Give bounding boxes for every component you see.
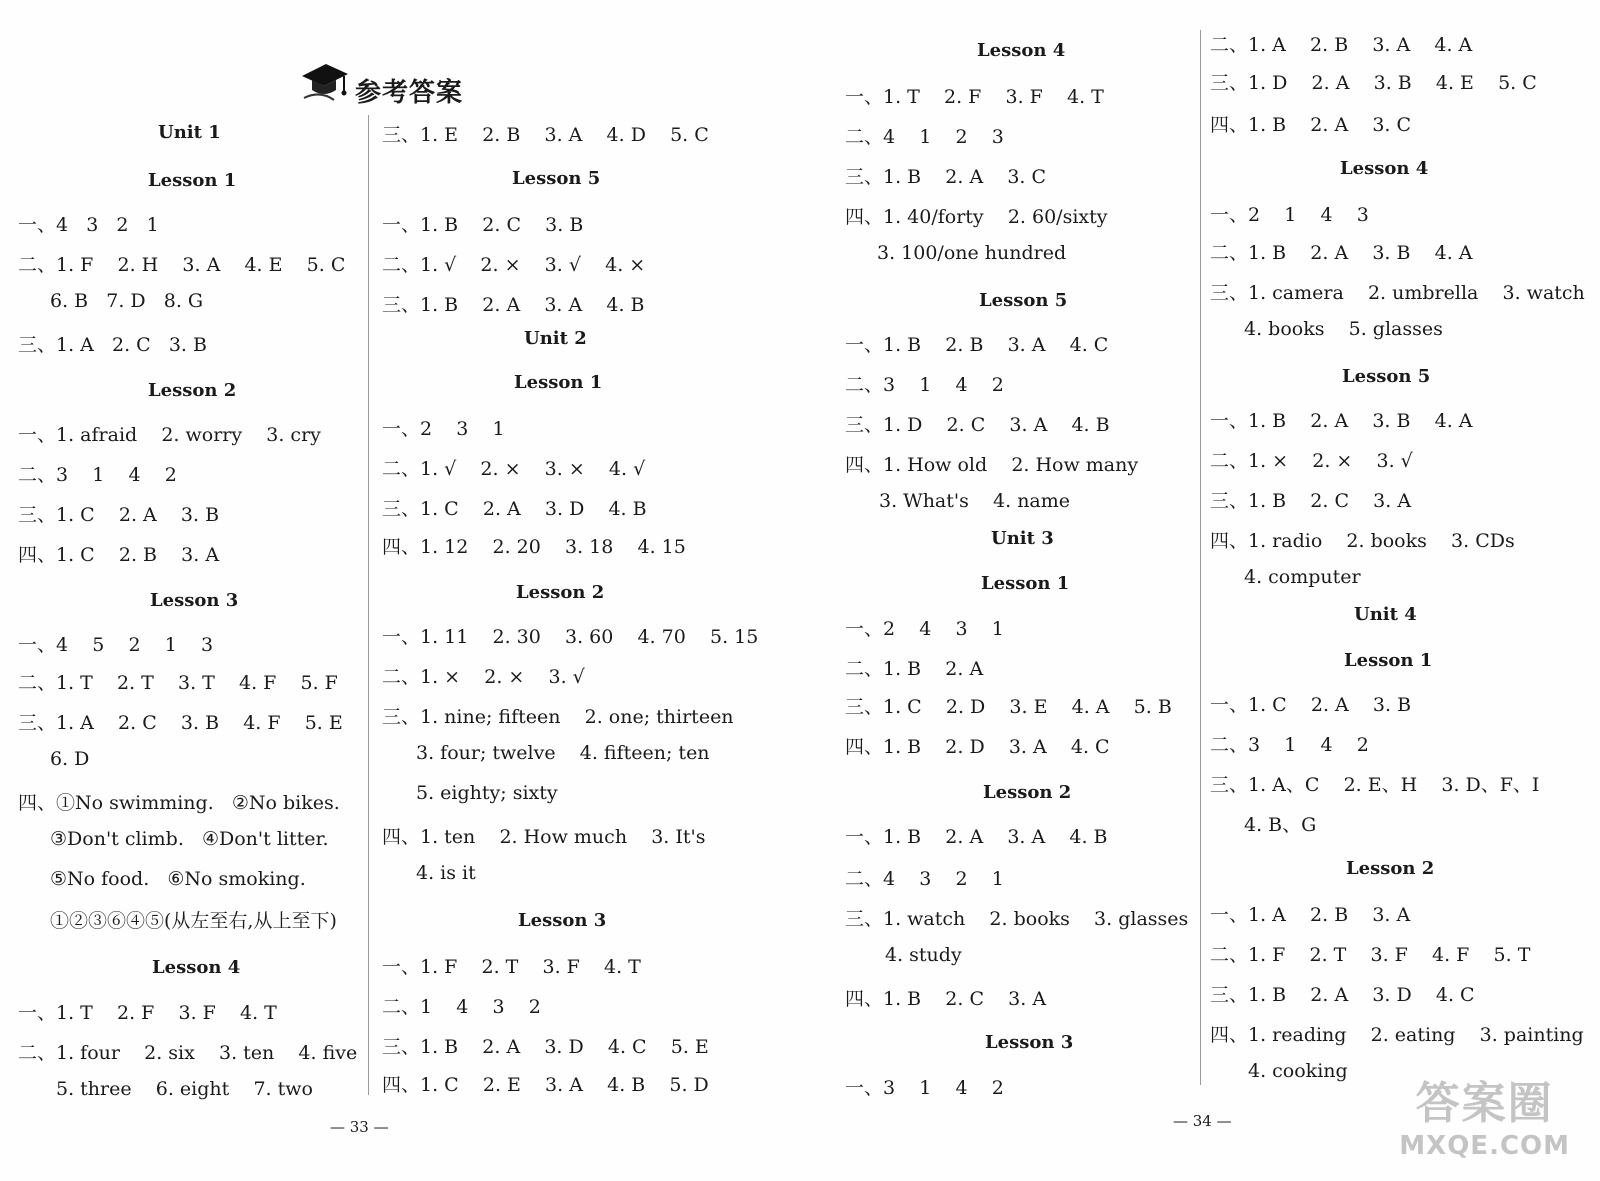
section-heading: Lesson 2	[983, 782, 1072, 803]
section-heading: Lesson 1	[1344, 650, 1433, 671]
section-heading: Unit 3	[991, 528, 1054, 549]
answer-line: 二、1. four 2. six 3. ten 4. five	[18, 1042, 358, 1064]
watermark-line1: 答案圈	[1415, 1078, 1554, 1129]
answer-line: 三、1. watch 2. books 3. glasses	[845, 908, 1189, 930]
answer-line: 4. is it	[416, 862, 476, 884]
answer-line: 二、4 3 2 1	[845, 868, 1004, 890]
answer-line: 4. study	[885, 944, 962, 966]
answer-line: 二、1 4 3 2	[382, 996, 541, 1018]
answer-line: 6. B 7. D 8. G	[50, 290, 204, 312]
answer-line: ⑤No food. ⑥No smoking.	[50, 868, 306, 890]
answer-line: 二、3 1 4 2	[1210, 734, 1369, 756]
answer-line: 6. D	[50, 748, 90, 770]
answer-line: 四、1. C 2. B 3. A	[18, 544, 220, 566]
answer-line: 三、1. A 2. C 3. B	[18, 334, 207, 356]
answer-line: 四、1. 12 2. 20 3. 18 4. 15	[382, 536, 686, 558]
answer-line: 3. 100/one hundred	[877, 242, 1067, 264]
answer-line: 四、1. B 2. C 3. A	[845, 988, 1047, 1010]
answer-line: 二、1. × 2. × 3. √	[1210, 450, 1413, 472]
answer-line: 一、3 1 4 2	[845, 1077, 1004, 1099]
answer-line: 四、1. 40/forty 2. 60/sixty	[845, 206, 1108, 228]
section-heading: Lesson 5	[979, 290, 1068, 311]
answer-line: 4. computer	[1244, 566, 1361, 588]
answer-line: 三、1. B 2. A 3. C	[845, 166, 1047, 188]
answer-line: 一、1. C 2. A 3. B	[1210, 694, 1412, 716]
answer-line: 三、1. C 2. D 3. E 4. A 5. B	[845, 696, 1172, 718]
section-heading: Lesson 5	[1342, 366, 1431, 387]
answer-line: 三、1. B 2. A 3. A 4. B	[382, 294, 645, 316]
section-heading: Lesson 5	[512, 168, 601, 189]
answer-line: 4. B、G	[1244, 814, 1317, 836]
answer-line: 一、1. F 2. T 3. F 4. T	[382, 956, 641, 978]
answer-line: 一、2 4 3 1	[845, 618, 1004, 640]
section-heading: Unit 4	[1354, 604, 1417, 625]
answer-line: 一、2 3 1	[382, 418, 505, 440]
answer-line: 四、1. C 2. E 3. A 4. B 5. D	[382, 1074, 709, 1096]
answer-line: 3. four; twelve 4. fifteen; ten	[416, 742, 710, 764]
answer-line: 二、3 1 4 2	[845, 374, 1004, 396]
answer-line: 四、1. radio 2. books 3. CDs	[1210, 530, 1515, 552]
answer-line: 一、1. 11 2. 30 3. 60 4. 70 5. 15	[382, 626, 759, 648]
answer-line: 一、1. B 2. C 3. B	[382, 214, 584, 236]
answer-line: 三、1. C 2. A 3. B	[18, 504, 220, 526]
section-heading: Lesson 4	[1340, 158, 1429, 179]
page-number-right: — 34 —	[1173, 1112, 1232, 1130]
answer-line: 二、1. B 2. A	[845, 658, 984, 680]
answer-line: 一、1. A 2. B 3. A	[1210, 904, 1411, 926]
section-heading: Lesson 4	[152, 957, 241, 978]
answer-line: 一、1. B 2. A 3. A 4. B	[845, 826, 1108, 848]
column-divider-left	[368, 115, 369, 1095]
section-heading: Lesson 1	[514, 372, 603, 393]
answer-line: 四、①No swimming. ②No bikes.	[18, 792, 340, 814]
answer-line: ①②③⑥④⑤(从左至右,从上至下)	[50, 910, 337, 932]
answer-line: 三、1. B 2. C 3. A	[1210, 490, 1412, 512]
answer-line: 二、1. F 2. T 3. F 4. F 5. T	[1210, 944, 1531, 966]
section-heading: Lesson 3	[985, 1032, 1074, 1053]
answer-line: 二、1. √ 2. × 3. √ 4. ×	[382, 254, 646, 276]
answer-line: 一、1. afraid 2. worry 3. cry	[18, 424, 321, 446]
answer-line: 5. eighty; sixty	[416, 782, 558, 804]
answer-line: 四、1. How old 2. How many	[845, 454, 1139, 476]
answer-line: 一、1. B 2. A 3. B 4. A	[1210, 410, 1473, 432]
answer-line: 四、1. B 2. A 3. C	[1210, 114, 1412, 136]
answer-line: 二、1. T 2. T 3. T 4. F 5. F	[18, 672, 338, 694]
answer-line: 一、2 1 4 3	[1210, 204, 1369, 226]
answer-line: 三、1. D 2. C 3. A 4. B	[845, 414, 1110, 436]
section-heading: Lesson 3	[518, 910, 607, 931]
answer-line: 三、1. A 2. C 3. B 4. F 5. E	[18, 712, 343, 734]
section-heading: Lesson 4	[977, 40, 1066, 61]
answer-line: 四、1. B 2. D 3. A 4. C	[845, 736, 1110, 758]
section-heading: Unit 2	[524, 328, 587, 349]
section-heading: Lesson 3	[150, 590, 239, 611]
answer-line: 一、1. T 2. F 3. F 4. T	[18, 1002, 277, 1024]
answer-line: ③Don't climb. ④Don't litter.	[50, 828, 329, 850]
section-heading: Unit 1	[158, 122, 221, 143]
answer-line: 一、4 5 2 1 3	[18, 634, 214, 656]
column-divider-right	[1200, 30, 1201, 1085]
answer-line: 一、4 3 2 1	[18, 214, 159, 236]
section-heading: Lesson 2	[1346, 858, 1435, 879]
graduation-cap-icon	[300, 60, 350, 104]
answer-line: 二、1. B 2. A 3. B 4. A	[1210, 242, 1473, 264]
answer-line: 3. What's 4. name	[879, 490, 1071, 512]
answer-line: 二、1. √ 2. × 3. × 4. √	[382, 458, 646, 480]
page-title: 参考答案	[355, 78, 464, 108]
section-heading: Lesson 1	[148, 170, 237, 191]
section-heading: Lesson 2	[148, 380, 237, 401]
answer-line: 三、1. E 2. B 3. A 4. D 5. C	[382, 124, 709, 146]
answer-line: 二、1. × 2. × 3. √	[382, 666, 585, 688]
page-number-left: — 33 —	[330, 1118, 389, 1136]
answer-line: 一、1. T 2. F 3. F 4. T	[845, 86, 1104, 108]
watermark-line2: MXQE.COM	[1399, 1131, 1570, 1161]
answer-line: 三、1. C 2. A 3. D 4. B	[382, 498, 647, 520]
answer-line: 4. cooking	[1248, 1060, 1348, 1082]
answer-line: 二、4 1 2 3	[845, 126, 1004, 148]
watermark-logo	[1399, 1067, 1570, 1161]
answer-line: 三、1. nine; fifteen 2. one; thirteen	[382, 706, 734, 728]
answer-line: 三、1. B 2. A 3. D 4. C	[1210, 984, 1475, 1006]
answer-line: 一、1. B 2. B 3. A 4. C	[845, 334, 1109, 356]
answer-line: 三、1. B 2. A 3. D 4. C 5. E	[382, 1036, 709, 1058]
answer-line: 三、1. A、C 2. E、H 3. D、F、I	[1210, 774, 1540, 796]
answer-line: 二、1. A 2. B 3. A 4. A	[1210, 34, 1473, 56]
answer-line: 三、1. camera 2. umbrella 3. watch	[1210, 282, 1585, 304]
answer-line: 4. books 5. glasses	[1244, 318, 1443, 340]
section-heading: Lesson 2	[516, 582, 605, 603]
answer-line: 二、1. F 2. H 3. A 4. E 5. C	[18, 254, 346, 276]
answer-line: 三、1. D 2. A 3. B 4. E 5. C	[1210, 72, 1537, 94]
section-heading: Lesson 1	[981, 573, 1070, 594]
answer-line: 二、3 1 4 2	[18, 464, 177, 486]
answer-line: 5. three 6. eight 7. two	[56, 1078, 313, 1100]
answer-line: 四、1. reading 2. eating 3. painting	[1210, 1024, 1584, 1046]
answer-line: 四、1. ten 2. How much 3. It's	[382, 826, 706, 848]
